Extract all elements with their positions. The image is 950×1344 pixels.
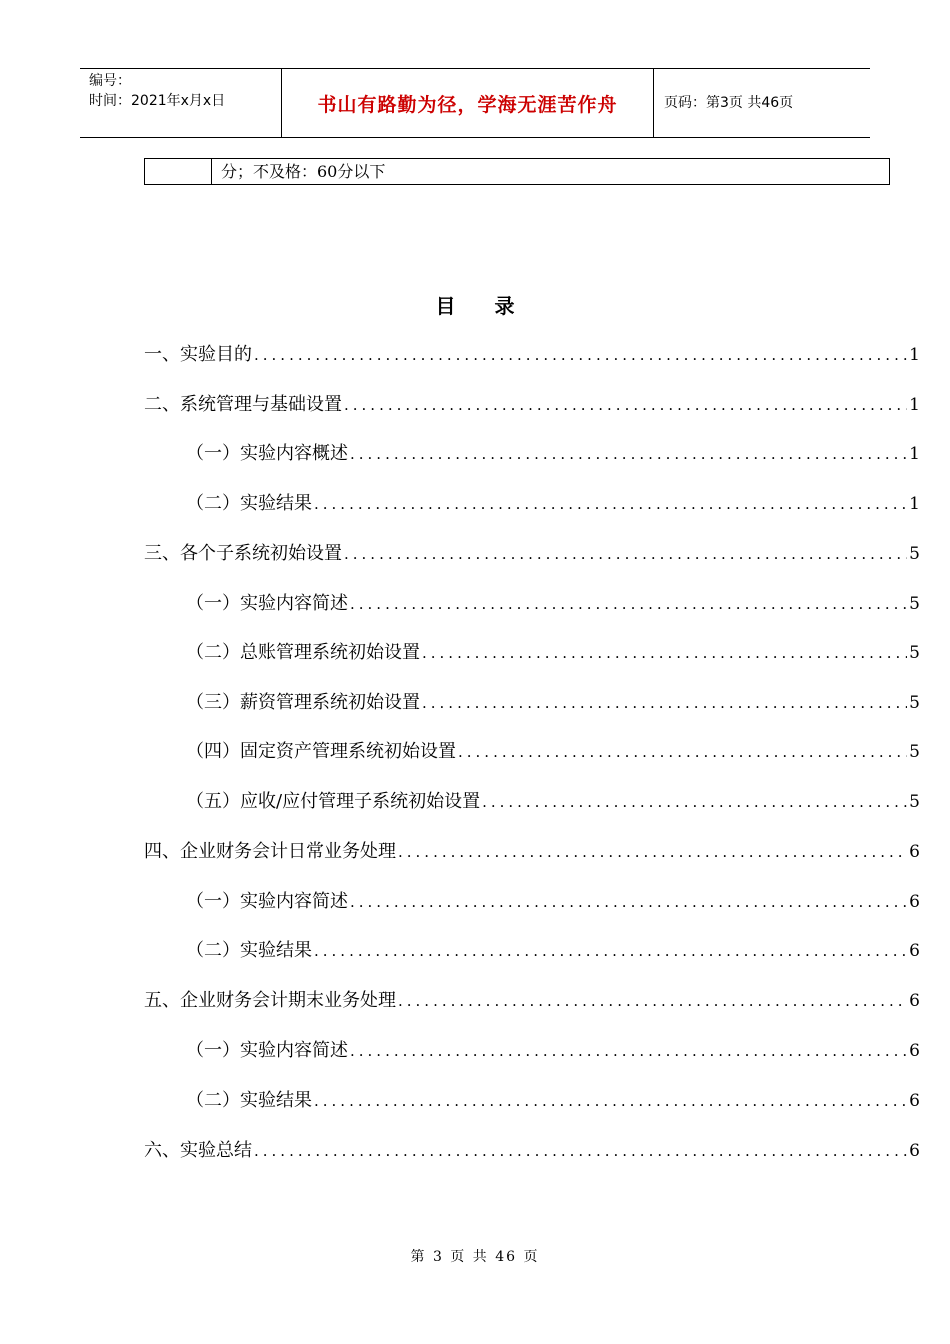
toc-leader-dots xyxy=(350,887,907,917)
toc-leader-dots xyxy=(458,737,907,767)
toc-entry-page: 6 xyxy=(909,941,920,961)
toc-leader-dots xyxy=(398,986,907,1016)
toc-entry-title: （一）实验内容简述 xyxy=(186,593,348,614)
toc-entry[interactable] xyxy=(144,986,920,1016)
toc-leader-dots xyxy=(344,390,907,420)
toc-entry[interactable] xyxy=(186,737,920,767)
toc-entry[interactable] xyxy=(186,489,920,519)
toc-entry-page: 5 xyxy=(909,792,920,812)
toc-entry-page: 5 xyxy=(909,594,920,614)
toc-title: 目 录 xyxy=(435,294,531,318)
page-header xyxy=(80,68,870,138)
toc-leader-dots xyxy=(482,787,907,817)
toc-leader-dots xyxy=(314,489,907,519)
toc-leader-dots xyxy=(254,340,907,370)
document-time-label: 时间：2021年x月x日 xyxy=(89,93,226,109)
toc-entry-title: （三）薪资管理系统初始设置 xyxy=(186,692,420,713)
toc-entry-page: 5 xyxy=(909,742,920,762)
toc-entry-page: 1 xyxy=(909,494,920,514)
toc-entry[interactable] xyxy=(144,390,920,420)
toc-entry-title: 三、各个子系统初始设置 xyxy=(144,543,342,564)
toc-entry-page: 6 xyxy=(909,1091,920,1111)
toc-entry-page: 1 xyxy=(909,444,920,464)
page-footer: 第 3 页 共 46 页 xyxy=(410,1249,540,1265)
toc-entry[interactable] xyxy=(186,1036,920,1066)
grade-table-empty-cell xyxy=(145,159,212,184)
toc-entry-title: （一）实验内容简述 xyxy=(186,1040,348,1061)
toc-leader-dots xyxy=(398,837,907,867)
toc-entry-page: 6 xyxy=(909,892,920,912)
toc-entry-title: （四）固定资产管理系统初始设置 xyxy=(186,741,456,762)
toc-entry-page: 5 xyxy=(909,693,920,713)
toc-entry-title: 二、系统管理与基础设置 xyxy=(144,394,342,415)
header-motto-cell xyxy=(282,69,654,137)
toc-entry-title: （二）实验结果 xyxy=(186,1090,312,1111)
toc-entry-title: （一）实验内容概述 xyxy=(186,443,348,464)
header-motto: 书山有路勤为径，学海无涯苦作舟 xyxy=(317,94,618,116)
toc-leader-dots xyxy=(314,1086,907,1116)
header-meta-cell xyxy=(80,69,282,137)
document-number-label: 编号： xyxy=(89,73,131,89)
toc-entry[interactable] xyxy=(144,837,920,867)
toc-entry-page: 6 xyxy=(909,991,920,1011)
toc-entry-title: 六、实验总结 xyxy=(144,1140,252,1161)
toc-leader-dots xyxy=(314,936,907,966)
toc-entry[interactable] xyxy=(186,787,920,817)
toc-entry[interactable] xyxy=(144,1136,920,1166)
toc-entry-title: （一）实验内容简述 xyxy=(186,891,348,912)
toc-entry-page: 1 xyxy=(909,395,920,415)
toc-entry[interactable] xyxy=(186,439,920,469)
toc-entry-page: 6 xyxy=(909,842,920,862)
toc-entry-title: 五、企业财务会计期末业务处理 xyxy=(144,990,396,1011)
header-page-info: 页码：第3页 共46页 xyxy=(664,95,794,111)
toc-leader-dots xyxy=(350,589,907,619)
toc-leader-dots xyxy=(254,1136,907,1166)
toc-leader-dots xyxy=(344,539,907,569)
toc-entry-title: （二）实验结果 xyxy=(186,940,312,961)
toc-entry-page: 6 xyxy=(909,1141,920,1161)
toc-leader-dots xyxy=(350,439,907,469)
toc-entry-title: （五）应收/应付管理子系统初始设置 xyxy=(186,791,481,812)
toc-entry-title: 一、实验目的 xyxy=(144,344,252,365)
toc-entry[interactable] xyxy=(186,1086,920,1116)
toc-entry[interactable] xyxy=(186,936,920,966)
toc-entry[interactable] xyxy=(144,539,920,569)
toc-entry[interactable] xyxy=(144,340,920,370)
toc-leader-dots xyxy=(350,1036,907,1066)
toc-entry-title: 四、企业财务会计日常业务处理 xyxy=(144,841,396,862)
toc-entry-title: （二）实验结果 xyxy=(186,493,312,514)
toc-entry-page: 5 xyxy=(909,643,920,663)
toc-entry[interactable] xyxy=(186,589,920,619)
toc-entry-page: 5 xyxy=(909,544,920,564)
toc-entry[interactable] xyxy=(186,638,920,668)
toc-entry-page: 1 xyxy=(909,345,920,365)
toc-entry[interactable] xyxy=(186,688,920,718)
toc-entry-title: （二）总账管理系统初始设置 xyxy=(186,642,420,663)
header-page-cell xyxy=(654,69,870,137)
toc-leader-dots xyxy=(422,688,907,718)
grade-table-row xyxy=(144,158,890,185)
grade-table-text: 分；不及格：60分以下 xyxy=(221,162,386,181)
toc-entry[interactable] xyxy=(186,887,920,917)
toc-entry-page: 6 xyxy=(909,1041,920,1061)
toc-leader-dots xyxy=(422,638,907,668)
